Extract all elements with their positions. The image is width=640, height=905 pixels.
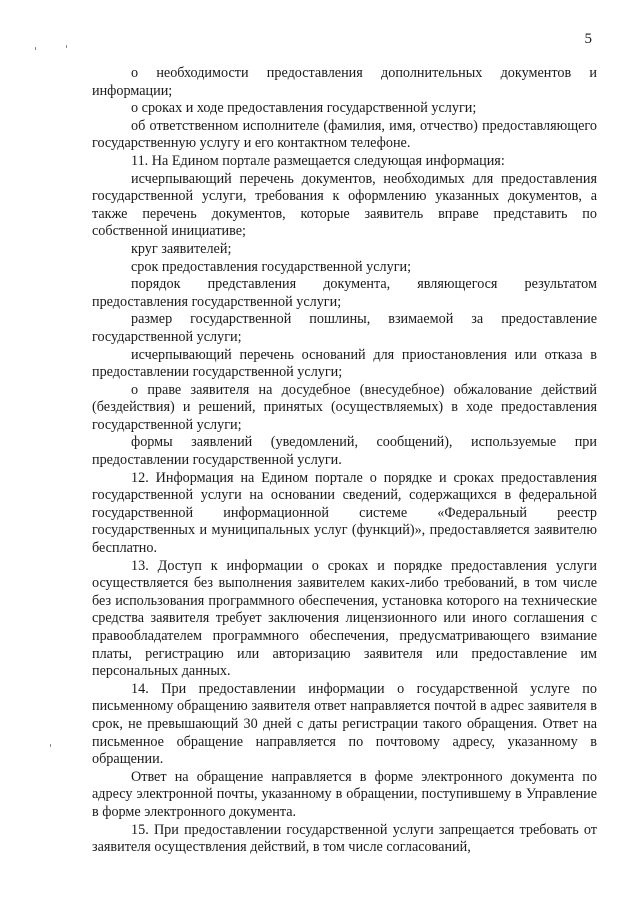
- list-item-appeal-right: о праве заявителя на досудебное (внесудебное) обжалование действий (бездействия) и решений, принятых (осуществляемых) в ходе предоставления государственной услуги;: [92, 381, 597, 433]
- clause-14-electronic-reply: Ответ на обращение направляется в форме электронного документа по адресу электронной почты, указанному в обращении, поступившему в Управление в форме электронного документа.: [92, 768, 597, 820]
- list-item-service-progress: о сроках и ходе предоставления государственной услуги;: [131, 100, 477, 117]
- list-item-applicants: круг заявителей;: [131, 240, 232, 257]
- list-item-refusal-grounds: исчерпывающий перечень оснований для приостановления или отказа в предоставлении государственной услуги;: [92, 346, 597, 381]
- list-item-state-fee: размер государственной пошлины, взимаемой за предоставление государственной услуги;: [92, 311, 597, 345]
- list-item-result-procedure: порядок представления документа, являющегося результатом предоставления государственной услуги;: [92, 276, 597, 310]
- clause-15: 15. При предоставлении государственной услуги запрещается требовать от заявителя осуществления действий, в том числе согласований,: [92, 821, 597, 856]
- list-item-application-forms: формы заявлений (уведомлений, сообщений), используемые при предоставлении государственной услуги.: [92, 434, 597, 469]
- clause-13: 13. Доступ к информации о сроках и порядке предоставления услуги осуществляется без выполнения заявителем каких-либо требований, в том числе без использования программного обеспечения, установка которого на технические средства заявителя требует заключения лицензионного или иного соглашения с правообладателем программного обеспечения, предусматривающего взимание платы, регистрацию или авторизацию заявителя или предоставление им персональных данных.: [92, 557, 597, 680]
- clause-11: 11. На Едином портале размещается следующая информация:: [131, 152, 505, 169]
- document-body: [92, 65, 597, 857]
- list-item-additional-documents: о необходимости предоставления дополнительных документов и информации;: [92, 65, 597, 99]
- clause-12: 12. Информация на Едином портале о порядке и сроках предоставления государственной услуги на основании сведений, содержащихся в федеральной государственной информационной системе «Федеральный реестр государственных и муниципальных услуг (функций)», предоставляется заявителю бесплатно.: [92, 469, 597, 557]
- page-number: 5: [584, 31, 592, 47]
- scan-artifact: [50, 744, 51, 747]
- list-item-responsible-executor: об ответственном исполнителе (фамилия, имя, отчество) предоставляющего государственную услугу и его контактном телефоне.: [92, 117, 597, 152]
- list-item-documents-list: исчерпывающий перечень документов, необходимых для предоставления государственной услуги, требования к оформлению указанных документов, а также перечень документов, которые заявитель вправе представить по собственной инициативе;: [92, 170, 597, 240]
- list-item-service-term: срок предоставления государственной услуги;: [131, 258, 412, 275]
- scan-artifact: [35, 47, 36, 50]
- scan-artifact: [66, 45, 67, 48]
- clause-14: 14. При предоставлении информации о государственной услуге по письменному обращению заявителя ответ направляется почтой в адрес заявителя в срок, не превышающий 30 дней с даты регистрации такого обращения. Ответ на письменное обращение направляется по почтовому адресу, указанному в обращении.: [92, 680, 597, 768]
